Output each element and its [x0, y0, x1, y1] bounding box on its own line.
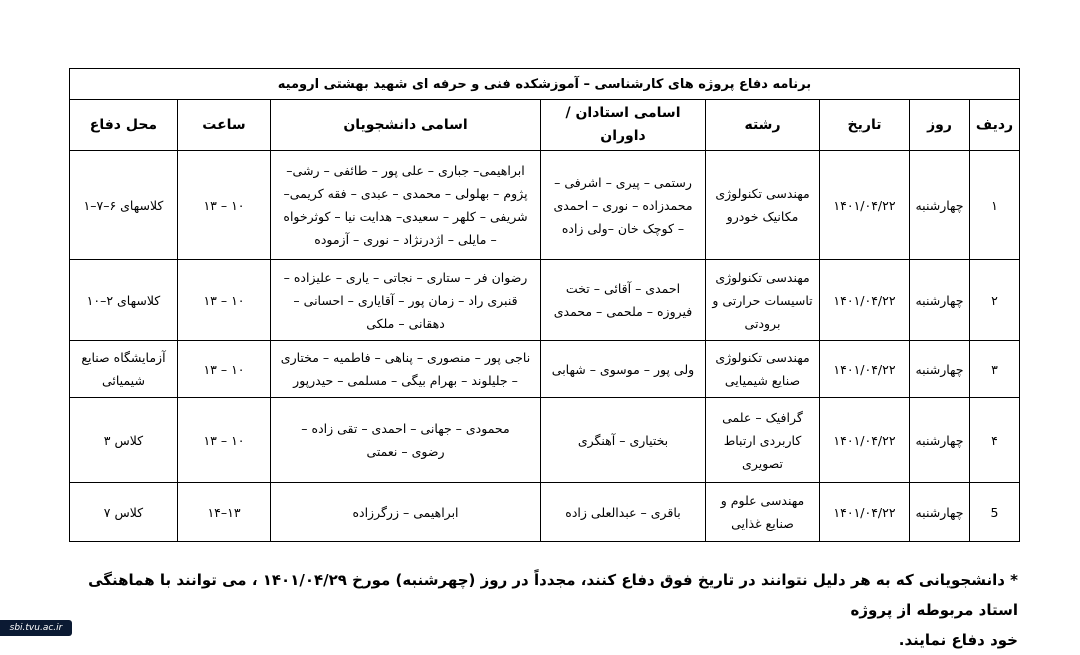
cell-major	[706, 398, 820, 483]
cell-date: ۱۴۰۱/۰۴/۲۲	[820, 341, 910, 398]
table-row	[69, 260, 1019, 341]
cell-major-line: مهندسی تکنولوژی	[715, 269, 810, 285]
cell-row-number: 5	[970, 483, 1020, 542]
footnote-line-2: خود دفاع نمایند.	[898, 631, 1018, 649]
cell-time: ۱۰ – ۱۳	[178, 398, 271, 483]
cell-professors	[541, 483, 706, 542]
cell-major-line: مهندسی علوم و	[720, 493, 805, 508]
cell-students-line: محمودی – جهانی – احمدی – تقی زاده –	[301, 421, 510, 436]
table-row	[69, 398, 1019, 483]
table-row	[69, 151, 1019, 260]
cell-major-line: مهندسی تکنولوژی	[715, 186, 810, 201]
cell-date: ۱۴۰۱/۰۴/۲۲	[820, 151, 910, 260]
cell-students-line: ابراهیمی– جباری – علی پور – طائفی – رشی–	[286, 163, 525, 178]
cell-major-line: برودتی	[744, 315, 781, 331]
cell-professors-line: محمدزاده – نوری – احمدی	[553, 197, 693, 213]
cell-location-line: کلاس ۳	[103, 432, 144, 448]
cell-students-line: پژوم – بهلولی – محمدی – عبدی – فقه کریمی–	[283, 186, 528, 201]
cell-professors-line: فیروزه – ملحمی – محمدی	[553, 304, 693, 319]
cell-date: ۱۴۰۱/۰۴/۲۲	[820, 260, 910, 341]
header-students: اسامی دانشجویان	[271, 100, 541, 151]
header-row-number: ردیف	[970, 100, 1020, 151]
cell-row-number: ۱	[970, 151, 1020, 260]
cell-major-line: تصویری	[742, 455, 783, 471]
cell-students-line: قنبری راد – زمان پور – آقایاری – احسانی –	[293, 292, 518, 308]
cell-students-line: ابراهیمی – زرگرزاده	[352, 504, 459, 520]
cell-day: چهارشنبه	[910, 260, 970, 341]
cell-day: چهارشنبه	[910, 151, 970, 260]
cell-major	[706, 341, 820, 398]
cell-students	[271, 341, 541, 398]
header-major: رشته	[706, 100, 820, 151]
cell-location	[69, 260, 177, 341]
cell-day: چهارشنبه	[910, 398, 970, 483]
cell-day: چهارشنبه	[910, 483, 970, 542]
footnote-line-1: * دانشجویانی که به هر دلیل نتوانند در تاریخ فوق دفاع کنند، مجدداً در روز (چهرشنبه) مورخ ۱۴۰۱/۰۴/۲۹ ، می توانند با هماهنگی استاد مربوطه از پروژه	[88, 571, 1018, 619]
cell-professors-line: احمدی – آقائی – تخت	[565, 281, 681, 296]
table-row	[69, 483, 1019, 542]
cell-professors	[541, 341, 706, 398]
header-location: محل دفاع	[69, 100, 177, 151]
cell-professors-line: بختیاری – آهنگری	[577, 432, 669, 448]
cell-students-line: رضوی – نعمتی	[366, 444, 445, 459]
cell-row-number: ۳	[970, 341, 1020, 398]
cell-row-number: ۴	[970, 398, 1020, 483]
header-day: روز	[910, 100, 970, 151]
cell-major-line: صنایع غذایی	[731, 516, 794, 531]
cell-professors-line: رستمی – پیری – اشرفی –	[554, 174, 692, 190]
cell-major	[706, 260, 820, 341]
cell-time: ۱۰ – ۱۳	[178, 341, 271, 398]
cell-date: ۱۴۰۱/۰۴/۲۲	[820, 483, 910, 542]
cell-location-line: شیمیائی	[101, 373, 145, 388]
table-row	[69, 341, 1019, 398]
cell-date: ۱۴۰۱/۰۴/۲۲	[820, 398, 910, 483]
cell-location	[69, 398, 177, 483]
cell-major-line: مکانیک خودرو	[726, 209, 799, 224]
cell-location	[69, 483, 177, 542]
cell-row-number: ۲	[970, 260, 1020, 341]
cell-students-line: – جلیلوند – بهرام بیگی – مسلمی – حیدرپور	[293, 373, 518, 388]
cell-location-line: کلاسهای ۶–۷–۱	[83, 197, 164, 213]
cell-students	[271, 151, 541, 260]
cell-time: ۱۰ – ۱۳	[178, 260, 271, 341]
cell-professors	[541, 260, 706, 341]
cell-location	[69, 151, 177, 260]
cell-major-line: کاربردی ارتباط	[723, 432, 802, 448]
cell-students-line: – مایلی – اژدرنژاد – نوری – آزموده	[314, 232, 497, 247]
header-date: تاریخ	[820, 100, 910, 151]
cell-major-line: تاسیسات حرارتی و	[712, 292, 813, 308]
cell-students-line: شریفی – کلهر – سعیدی– هدایت نیا – کوثرخواه	[283, 209, 528, 224]
cell-students-line: دهقانی – ملکی	[366, 315, 445, 331]
cell-major	[706, 151, 820, 260]
cell-time: ۱۰ – ۱۳	[178, 151, 271, 260]
header-time: ساعت	[178, 100, 271, 151]
site-watermark: sbi.tvu.ac.ir	[0, 620, 72, 636]
cell-major-line: مهندسی تکنولوژی	[715, 350, 810, 365]
cell-major	[706, 483, 820, 542]
table-header-row	[69, 100, 1019, 151]
cell-location	[69, 341, 177, 398]
cell-day: چهارشنبه	[910, 341, 970, 398]
cell-location-line: آزمایشگاه صنایع	[81, 350, 166, 365]
cell-location-line: کلاسهای ۲–۱۰	[86, 292, 161, 308]
cell-students	[271, 260, 541, 341]
table-title: برنامه دفاع پروژه های کارشناسی – آموزشکده فنی و حرفه ای شهید بهشتی ارومیه	[69, 69, 1019, 100]
cell-professors-line: – کوچک خان –ولی زاده	[561, 220, 685, 236]
cell-students	[271, 398, 541, 483]
cell-students-line: رضوان فر – ستاری – نجاتی – یاری – علیزاده –	[283, 269, 528, 285]
cell-professors-line: ولی پور – موسوی – شهابی	[551, 361, 695, 377]
footnote	[58, 565, 1018, 655]
cell-professors	[541, 398, 706, 483]
cell-location-line: کلاس ۷	[103, 504, 144, 520]
cell-students-line: ناجی پور – منصوری – پناهی – فاطمیه – مختاری	[280, 350, 531, 365]
document	[70, 68, 1020, 542]
cell-professors-line: باقری – عبدالعلی زاده	[565, 504, 681, 520]
cell-major-line: گرافیک – علمی	[722, 409, 803, 425]
cell-time: ۱۳–۱۴	[178, 483, 271, 542]
defense-schedule-table	[69, 68, 1020, 542]
cell-major-line: صنایع شیمیایی	[724, 373, 801, 388]
cell-students	[271, 483, 541, 542]
cell-professors	[541, 151, 706, 260]
header-professors: اسامی استادان / داوران	[541, 100, 706, 151]
